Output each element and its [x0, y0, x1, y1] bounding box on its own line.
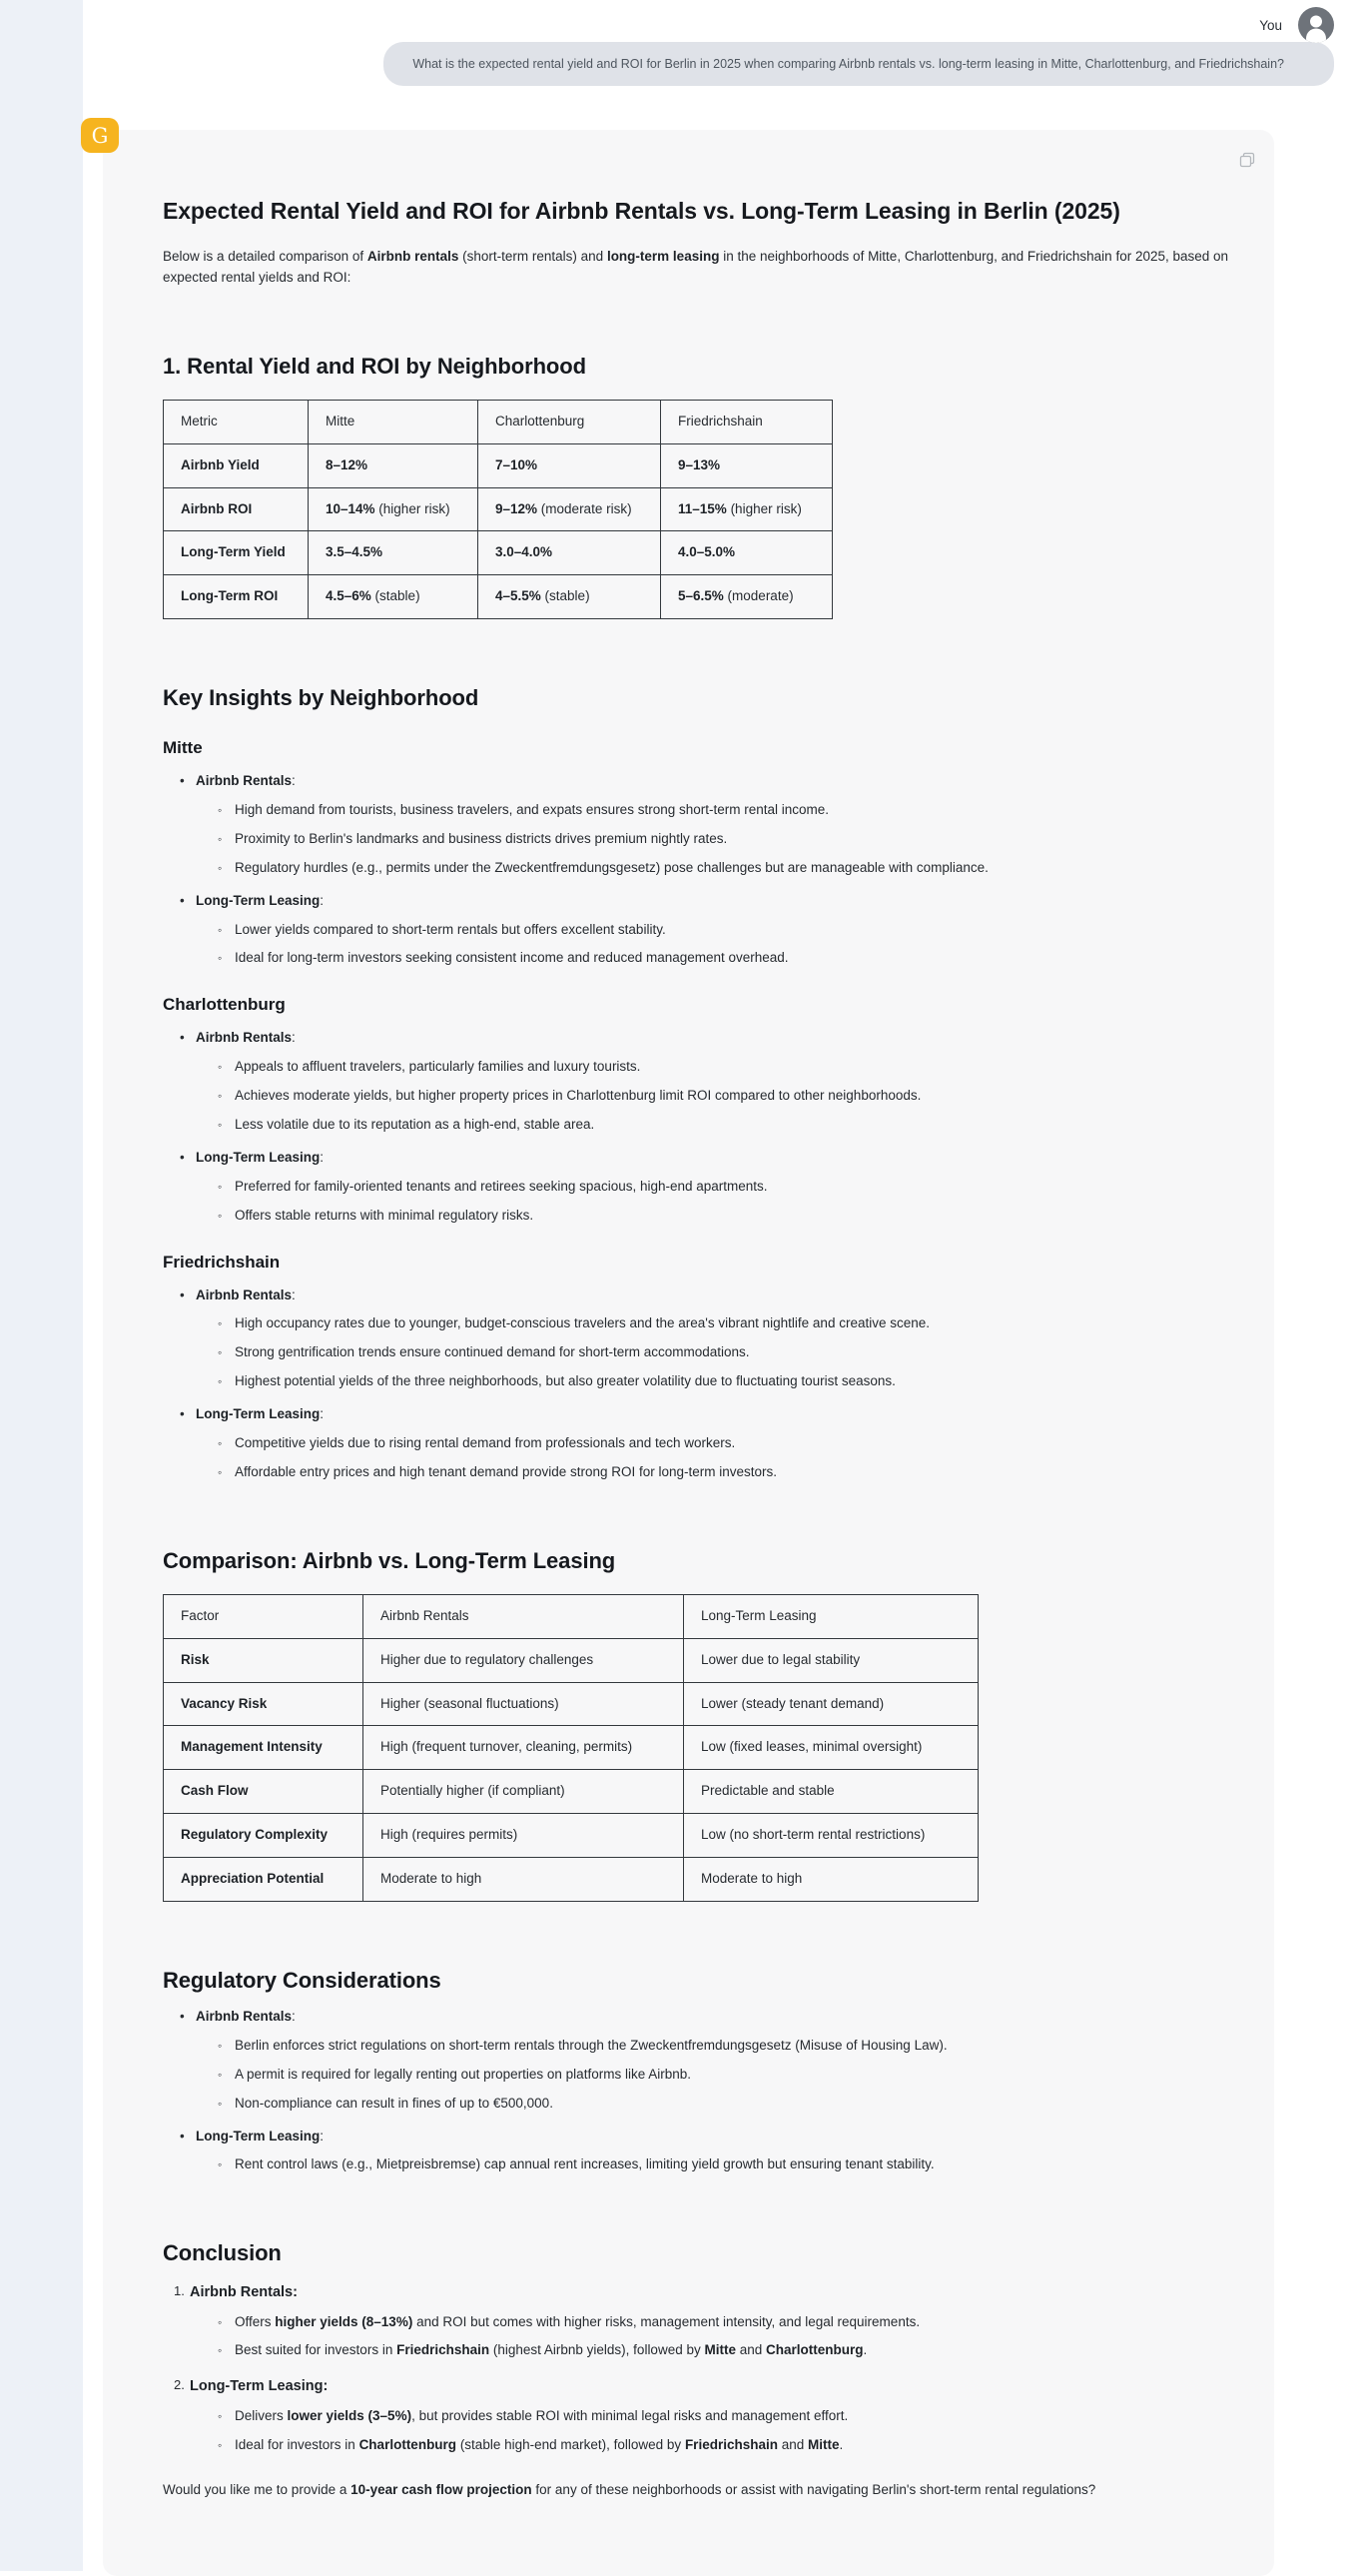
sub-list-item: ◦ Lower yields compared to short-term rentals but offers excellent stability.: [163, 921, 1238, 940]
table-cell: 3.0–4.0%: [478, 531, 661, 575]
table-cell: Appreciation Potential: [164, 1858, 363, 1902]
sub-list-item: ◦ Less volatile due to its reputation as a high-end, stable area.: [163, 1116, 1238, 1135]
table-cell: 7–10%: [478, 443, 661, 487]
heading-friedrichshain: Friedrichshain: [163, 1252, 281, 1272]
list-item-lead: Airbnb Rentals:: [190, 2284, 298, 2301]
list-item-lead: Long-Term Leasing:: [196, 1406, 325, 1422]
user-message-header: [83, 0, 1364, 40]
table-cell: Airbnb ROI: [164, 487, 309, 531]
list-item-lead: Long-Term Leasing:: [196, 1149, 325, 1165]
list-item: [163, 1287, 1238, 1305]
table-cell: Potentially higher (if compliant): [363, 1770, 684, 1814]
list-item: [163, 2128, 1238, 2147]
user-avatar: [1298, 7, 1334, 43]
assistant-avatar: G: [81, 118, 119, 153]
list-item-lead: Long-Term Leasing:: [190, 2378, 329, 2395]
list-item: [163, 2376, 1238, 2396]
table-cell: 4–5.5% (stable): [478, 575, 661, 619]
heading-regulatory: Regulatory Considerations: [163, 1967, 441, 1993]
yield-roi-table: [163, 400, 833, 619]
sub-list-item: ◦ High occupancy rates due to younger, budget-conscious travelers and the area's vibrant nightlife and creative scene.: [163, 1314, 1238, 1333]
table-header-cell: Charlottenburg: [478, 400, 661, 443]
copy-button[interactable]: [1236, 150, 1258, 172]
mitte-list: [163, 772, 1238, 968]
list-item: [163, 1149, 1238, 1168]
table-cell: High (requires permits): [363, 1814, 684, 1858]
table-row: [164, 1858, 979, 1902]
table-cell: Moderate to high: [684, 1858, 979, 1902]
intro-paragraph: Below is a detailed comparison of Airbnb rentals (short-term rentals) and long-term leasing in the neighborhoods of Mitte, Charlottenburg, and Friedrichshain for 2025, based on expected rental yields and ROI:: [163, 249, 1229, 285]
list-number: 2.: [174, 2377, 185, 2393]
table-row: [164, 531, 833, 575]
table-cell: 5–6.5% (moderate): [661, 575, 833, 619]
list-number: 1.: [174, 2283, 185, 2299]
table-cell: High (frequent turnover, cleaning, permits): [363, 1726, 684, 1770]
table-cell: Predictable and stable: [684, 1770, 979, 1814]
table-header-cell: Mitte: [309, 400, 478, 443]
table-cell: 4.5–6% (stable): [309, 575, 478, 619]
table-cell: Airbnb Yield: [164, 443, 309, 487]
left-sidebar: [0, 0, 83, 2571]
table-header-cell: Long-Term Leasing: [684, 1594, 979, 1638]
heading-comparison: Comparison: Airbnb vs. Long-Term Leasing: [163, 1547, 616, 1573]
sub-list-item: ◦ Affordable entry prices and high tenant demand provide strong ROI for long-term investors.: [163, 1463, 1238, 1482]
table-header-cell: Factor: [164, 1594, 363, 1638]
user-message-bubble: What is the expected rental yield and ROI for Berlin in 2025 when comparing Airbnb rentals vs. long-term leasing in Mitte, Charlottenburg, and Friedrichshain?: [383, 42, 1334, 86]
regulatory-list: [163, 2008, 1238, 2174]
list-item-lead: Airbnb Rentals:: [196, 1030, 296, 1046]
closing-question: Would you like me to provide a 10-year cash flow projection for any of these neighborhoods or assist with navigating Berlin's short-term rental regulations?: [163, 2482, 1096, 2498]
list-item-lead: Airbnb Rentals:: [196, 773, 296, 789]
sub-list-item: ◦ High demand from tourists, business travelers, and expats ensures strong short-term rental income.: [163, 801, 1238, 820]
table-row: [164, 443, 833, 487]
list-item: [163, 772, 1238, 791]
list-item: [163, 1029, 1238, 1048]
table-cell: 8–12%: [309, 443, 478, 487]
table-row: [164, 1814, 979, 1858]
table-cell: Low (fixed leases, minimal oversight): [684, 1726, 979, 1770]
list-item: [163, 2008, 1238, 2027]
table-row: [164, 1682, 979, 1726]
sub-list-item: ◦ Regulatory hurdles (e.g., permits under the Zweckentfremdungsgesetz) pose challenges but are manageable with compliance.: [163, 859, 1238, 878]
table-cell: Lower (steady tenant demand): [684, 1682, 979, 1726]
assistant-message: [91, 123, 1274, 2576]
table-row: [164, 487, 833, 531]
table-header-row: [164, 1594, 979, 1638]
table-cell: 10–14% (higher risk): [309, 487, 478, 531]
table-cell: Low (no short-term rental restrictions): [684, 1814, 979, 1858]
table-cell: Vacancy Risk: [164, 1682, 363, 1726]
assistant-response-card: [103, 130, 1274, 2576]
sub-list-item: ◦ Non-compliance can result in fines of up to €500,000.: [163, 2095, 1238, 2114]
response-title: Expected Rental Yield and ROI for Airbnb Rentals vs. Long-Term Leasing in Berlin (2025): [163, 198, 1120, 225]
sub-list-item: ◦ Rent control laws (e.g., Mietpreisbremse) cap annual rent increases, limiting yield growth but ensuring tenant stability.: [163, 2155, 1238, 2174]
user-name-label: You: [1259, 17, 1282, 33]
table-cell: Higher due to regulatory challenges: [363, 1638, 684, 1682]
table-cell: 11–15% (higher risk): [661, 487, 833, 531]
heading-conclusion: Conclusion: [163, 2240, 282, 2266]
table-cell: Long-Term Yield: [164, 531, 309, 575]
charlottenburg-list: [163, 1029, 1238, 1225]
table-row: [164, 1638, 979, 1682]
table-cell: Regulatory Complexity: [164, 1814, 363, 1858]
heading-charlottenburg: Charlottenburg: [163, 995, 286, 1015]
sub-list-item: ◦ Best suited for investors in Friedrichshain (highest Airbnb yields), followed by Mitte and Charlottenburg.: [163, 2341, 1238, 2360]
table-cell: Moderate to high: [363, 1858, 684, 1902]
table-header-cell: Airbnb Rentals: [363, 1594, 684, 1638]
sub-list-item: ◦ Berlin enforces strict regulations on short-term rentals through the Zweckentfremdungsgesetz (Misuse of Housing Law).: [163, 2037, 1238, 2056]
table-cell: Lower due to legal stability: [684, 1638, 979, 1682]
sub-list-item: ◦ Achieves moderate yields, but higher property prices in Charlottenburg limit ROI compared to other neighborhoods.: [163, 1087, 1238, 1106]
sub-list-item: ◦ Appeals to affluent travelers, particularly families and luxury tourists.: [163, 1058, 1238, 1077]
table-cell: 9–13%: [661, 443, 833, 487]
table-row: [164, 575, 833, 619]
table-header-cell: Metric: [164, 400, 309, 443]
sub-list-item: ◦ Offers higher yields (8–13%) and ROI but comes with higher risks, management intensity, and legal requirements.: [163, 2313, 1238, 2332]
sub-list-item: ◦ Delivers lower yields (3–5%), but provides stable ROI with minimal legal risks and management effort.: [163, 2407, 1238, 2426]
sub-list-item: ◦ A permit is required for legally renting out properties on platforms like Airbnb.: [163, 2066, 1238, 2085]
heading-key-insights: Key Insights by Neighborhood: [163, 685, 479, 711]
sub-list-item: ◦ Preferred for family-oriented tenants and retirees seeking spacious, high-end apartments.: [163, 1178, 1238, 1197]
table-cell: Cash Flow: [164, 1770, 363, 1814]
table-row: [164, 1770, 979, 1814]
sub-list-item: ◦ Ideal for investors in Charlottenburg (stable high-end market), followed by Friedrichshain and Mitte.: [163, 2436, 1238, 2455]
list-item-lead: Airbnb Rentals:: [196, 2008, 296, 2024]
table-cell: 3.5–4.5%: [309, 531, 478, 575]
comparison-table: [163, 1594, 979, 1902]
sub-list-item: ◦ Competitive yields due to rising rental demand from professionals and tech workers.: [163, 1434, 1238, 1453]
chat-area: [83, 0, 1364, 2576]
friedrichshain-list: [163, 1287, 1238, 1482]
table-cell: 4.0–5.0%: [661, 531, 833, 575]
conclusion-list: [163, 2282, 1238, 2454]
table-cell: Risk: [164, 1638, 363, 1682]
table-cell: Higher (seasonal fluctuations): [363, 1682, 684, 1726]
table-cell: Management Intensity: [164, 1726, 363, 1770]
table-header-row: [164, 400, 833, 443]
sub-list-item: ◦ Offers stable returns with minimal regulatory risks.: [163, 1207, 1238, 1226]
list-item-lead: Long-Term Leasing:: [196, 892, 325, 908]
list-item-lead: Airbnb Rentals:: [196, 1287, 296, 1302]
heading-mitte: Mitte: [163, 738, 203, 758]
person-icon: [1298, 7, 1334, 43]
table-row: [164, 1726, 979, 1770]
list-item: [163, 892, 1238, 911]
sub-list-item: ◦ Ideal for long-term investors seeking consistent income and reduced management overhead.: [163, 949, 1238, 968]
copy-icon: [1239, 152, 1255, 168]
heading-rental-yield-roi: 1. Rental Yield and ROI by Neighborhood: [163, 353, 586, 379]
list-item: [163, 2282, 1238, 2302]
table-cell: 9–12% (moderate risk): [478, 487, 661, 531]
sub-list-item: ◦ Proximity to Berlin's landmarks and business districts drives premium nightly rates.: [163, 830, 1238, 849]
list-item: [163, 1405, 1238, 1424]
response-content: [163, 198, 1238, 2500]
list-item-lead: Long-Term Leasing:: [196, 2128, 325, 2144]
table-header-cell: Friedrichshain: [661, 400, 833, 443]
sub-list-item: ◦ Highest potential yields of the three neighborhoods, but also greater volatility due to fluctuating tourist seasons.: [163, 1372, 1238, 1391]
sub-list-item: ◦ Strong gentrification trends ensure continued demand for short-term accommodations.: [163, 1343, 1238, 1362]
table-cell: Long-Term ROI: [164, 575, 309, 619]
